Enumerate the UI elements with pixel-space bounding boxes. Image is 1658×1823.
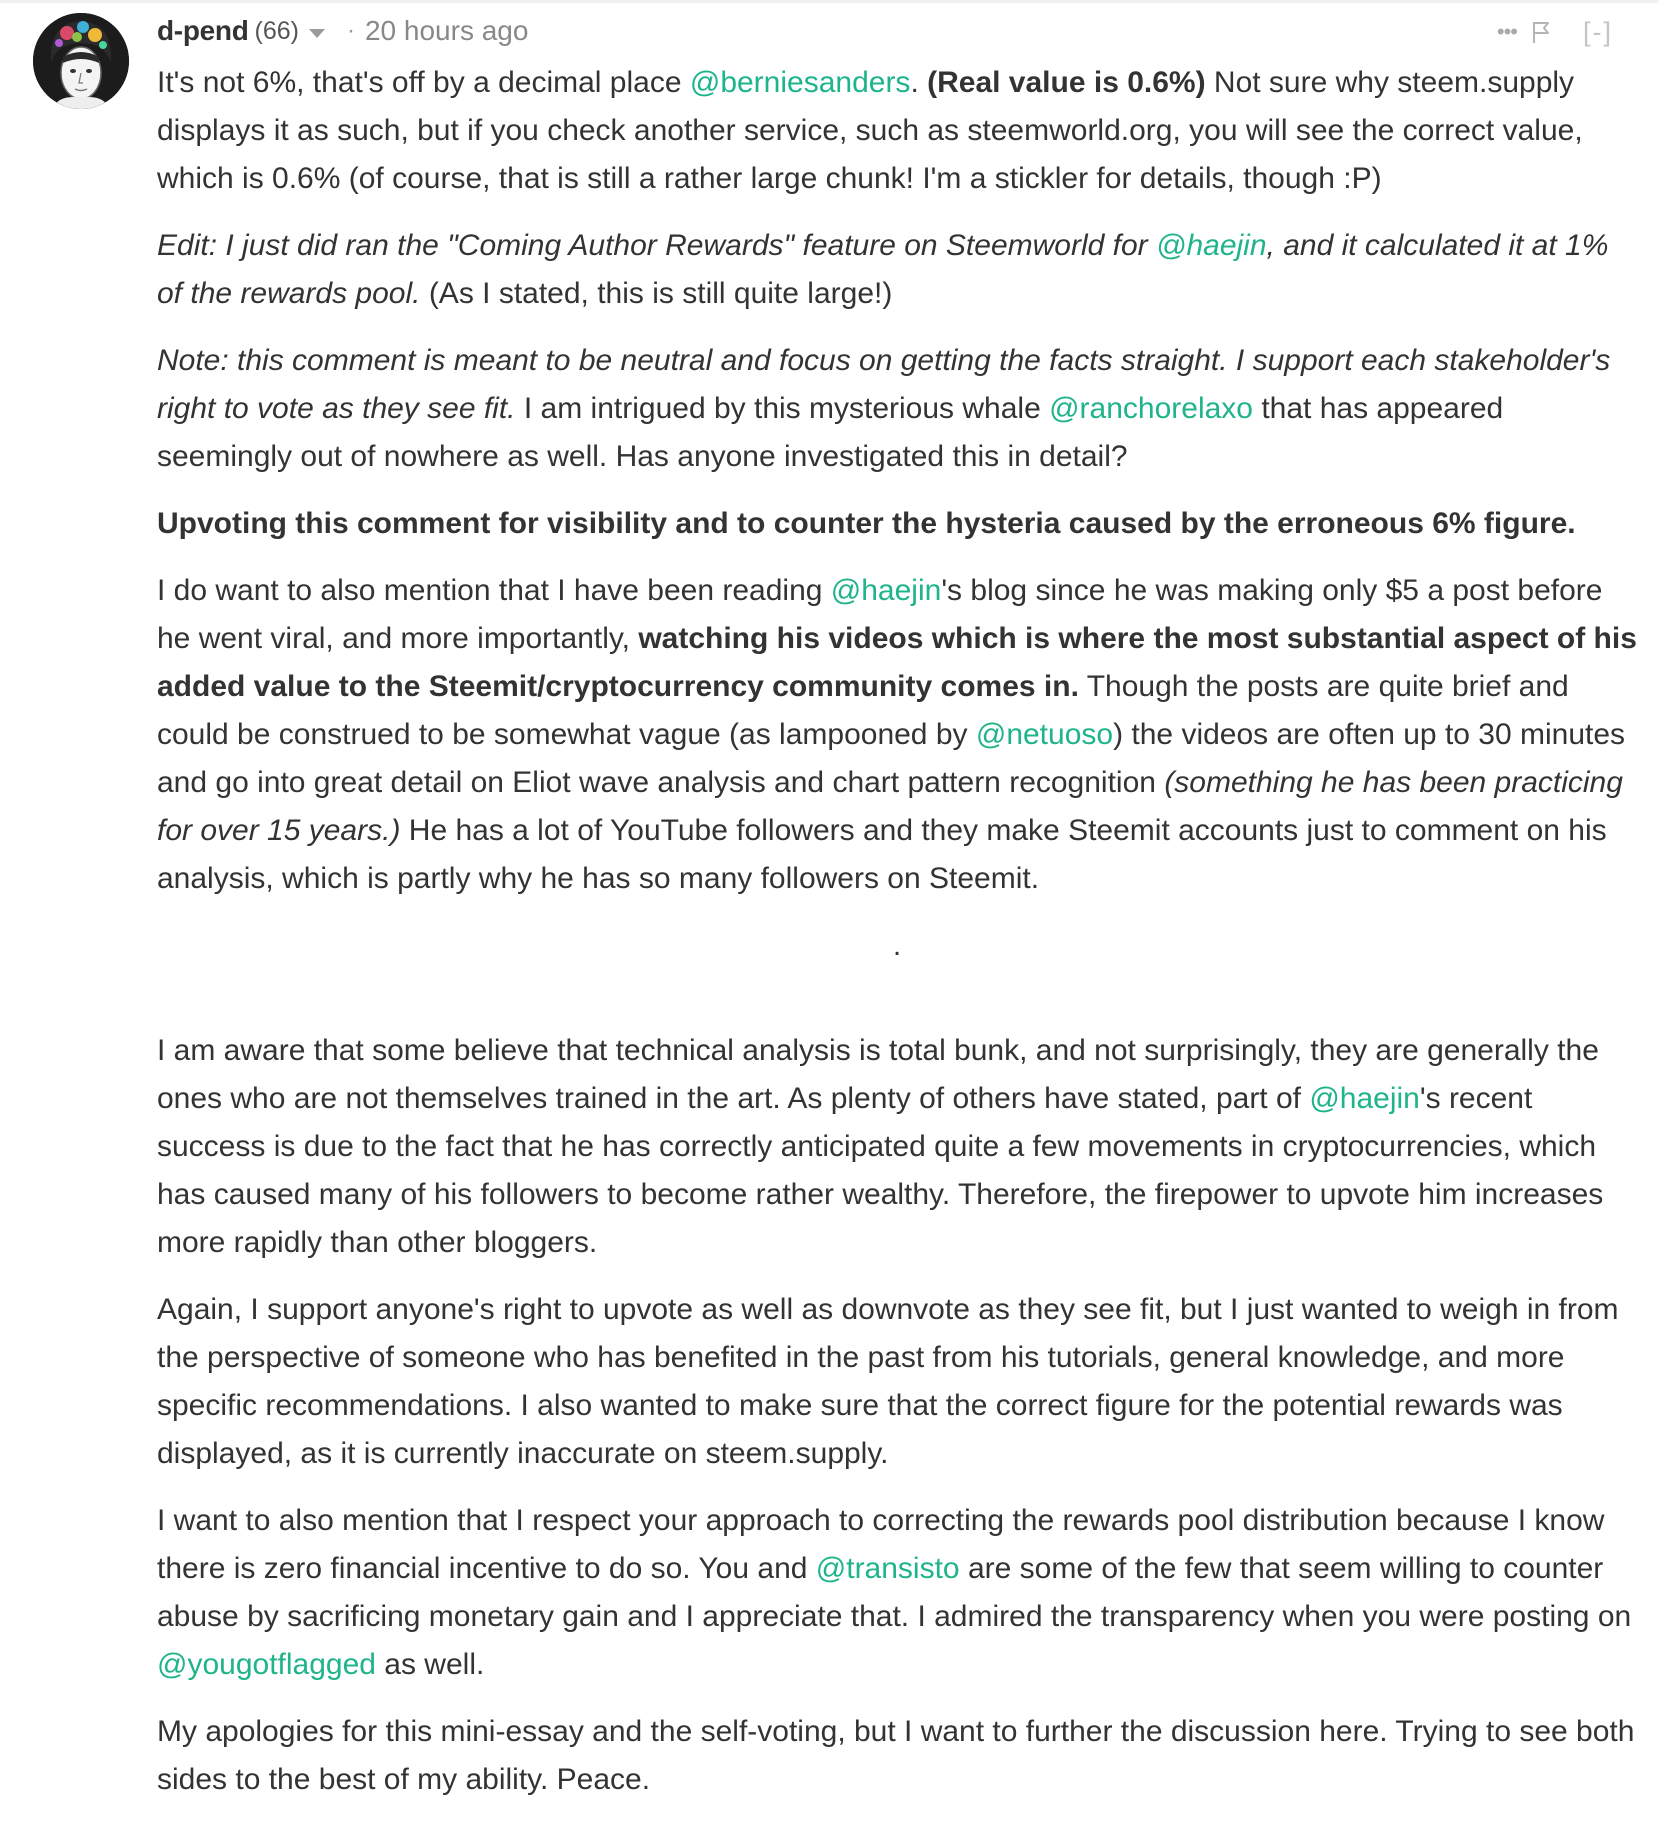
mention-link-yougotflagged[interactable]: @yougotflagged — [157, 1648, 376, 1681]
italic-text: (something he has been practicing for over 15 years.) — [157, 766, 1623, 847]
paragraph-8 — [157, 1497, 1637, 1689]
text: He has a lot of YouTube followers and they make Steemit accounts just to comment on his analysis, which is partly why he has so many followers on Steemit. — [157, 814, 1607, 895]
comment-body — [157, 59, 1637, 1823]
text: Edit: I just did ran the "Coming Author Rewards" feature on Steemworld for — [157, 229, 1156, 262]
paragraph-6 — [157, 1027, 1637, 1267]
bold-text: Upvoting this comment for visibility and to counter the hysteria caused by the erroneous 6% figure. — [157, 507, 1576, 540]
avatar-image — [33, 13, 129, 109]
header-separator: · — [346, 17, 355, 44]
author-name[interactable]: d-pend — [157, 15, 249, 46]
text: I am intrigued by this mysterious whale — [515, 392, 1050, 425]
paragraph-4 — [157, 500, 1637, 548]
text: (As I stated, this is still quite large!) — [420, 277, 893, 310]
mention-link-berniesanders[interactable]: @berniesanders — [689, 66, 911, 99]
text: Though the posts are quite brief and could be construed to be somewhat vague (as lampooned by — [157, 670, 1569, 751]
text: are some of the few that seem willing to counter abuse by sacrificing monetary gain and I appreciate that. I admired the transparency when you were posting on — [157, 1552, 1632, 1633]
comment-header — [157, 10, 528, 52]
mention-link-haejin[interactable]: @haejin — [1156, 229, 1267, 262]
text: I do want to also mention that I have been reading — [157, 574, 831, 607]
text: My apologies for this mini-essay and the self-voting, but I want to further the discussion here. Trying to see both sides to the best of my ability. Peace. — [157, 1715, 1635, 1796]
text: 's blog since he was making only $5 a post before he went viral, and more importantly, — [157, 574, 1603, 655]
text: ) the videos are often up to 30 minutes and go into great detail on Eliot wave analysis and chart pattern recognition — [157, 718, 1626, 799]
text: I am aware that some believe that technical analysis is total bunk, and not surprisingly, they are generally the ones who are not themselves trained in the art. As plenty of others have stated, part of — [157, 1034, 1599, 1115]
italic-text: Note: this comment is meant to be neutral and focus on getting the facts straight. I support each stakeholder's right to vote as they see fit. — [157, 344, 1611, 425]
paragraph-7 — [157, 1286, 1637, 1478]
mention-link-ranchorelaxo[interactable]: @ranchorelaxo — [1049, 392, 1253, 425]
collapse-button[interactable]: [-] — [1583, 16, 1613, 47]
text: that has appeared seemingly out of nowhere as well. Has anyone investigated this in detail? — [157, 392, 1504, 473]
bold-text: watching his videos which is where the most substantial aspect of his added value to the Steemit/cryptocurrency community comes in. — [157, 622, 1637, 703]
ellipsis-icon[interactable]: ••• — [1496, 19, 1517, 44]
text: I want to also mention that I respect your approach to correcting the rewards pool distribution because I know there is zero financial incentive to do so. You and — [157, 1504, 1605, 1585]
paragraph-1 — [157, 59, 1637, 203]
text: as well. — [375, 1648, 485, 1681]
paragraph-2 — [157, 222, 1637, 318]
text: Not sure why steem.supply displays it as such, but if you check another service, such as steemworld.org, you will see the correct value, which is 0.6% (of course, that is still a rather large chunk! I'm a stickler for details, though :P) — [157, 66, 1583, 195]
paragraph-3 — [157, 337, 1637, 481]
avatar[interactable] — [33, 13, 129, 109]
paragraph-5 — [157, 567, 1637, 903]
bold-text: (Real value is 0.6%) — [927, 66, 1206, 99]
author-menu-chevron-down-icon[interactable] — [309, 29, 325, 38]
mention-link-haejin[interactable]: @haejin — [1309, 1082, 1420, 1115]
text: Again, I support anyone's right to upvote as well as downvote as they see fit, but I just wanted to weigh in from the perspective of someone who has benefited in the past from his tutorials, general knowledge, and more specific recommendations. I also wanted to make sure that the correct figure for the potential rewards was displayed, as it is currently inaccurate on steem.supply. — [157, 1293, 1619, 1470]
flag-icon[interactable] — [1531, 20, 1551, 44]
top-divider — [0, 0, 1658, 3]
text: , and it calculated it at 1% of the rewards pool. — [157, 229, 1609, 310]
text: 's recent success is due to the fact that he has correctly anticipated quite a few movements in cryptocurrencies, which has caused many of his followers to become rather wealthy. Therefore, the firepower to upvote him increases more rapidly than other bloggers. — [157, 1082, 1604, 1259]
text: It's not 6%, that's off by a decimal place — [157, 66, 690, 99]
mention-link-transisto[interactable]: @transisto — [815, 1552, 960, 1585]
comment-tools — [1497, 14, 1613, 50]
mention-link-haejin[interactable]: @haejin — [830, 574, 942, 607]
mention-link-netuoso[interactable]: @netuoso — [975, 718, 1114, 751]
author-reputation: (66) — [254, 16, 299, 45]
comment-timestamp[interactable]: 20 hours ago — [364, 15, 529, 46]
text: . — [910, 66, 928, 99]
center-divider: . — [892, 929, 902, 962]
